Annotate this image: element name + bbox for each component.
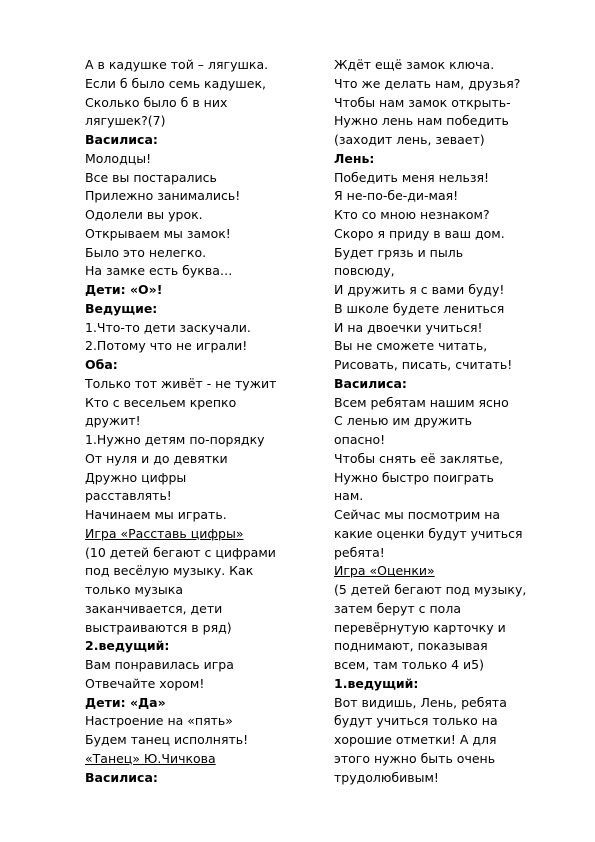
speaker-label: 1.ведущий: [334,675,419,691]
speaker-label: Оба: [85,357,118,372]
text-line: хорошие отметки! А для [334,732,497,747]
text-line: Чтобы нам замок открыть- [334,94,511,110]
text-line: перевёрнутую карточку и [334,619,506,635]
speaker-label: Василиса: [85,769,158,785]
text-line: 1.Что-то дети заскучали. [85,319,251,335]
speaker-label: Дети: «О»! [85,282,163,297]
text-line: опасно! [334,432,386,447]
text-line: Всем ребятам нашим ясно [334,394,509,410]
text-line: под весёлую музыку. Как [85,563,254,579]
text-line: Нужно лень нам победить [334,113,509,129]
left-text-column [85,56,317,787]
text-line: нам. [334,488,364,504]
text-line: И дружить я с вами буду! [334,282,505,297]
text-line: Рисовать, писать, считать! [334,357,513,372]
text-line: повсюду, [334,263,395,279]
text-line: И на двоечки учиться! [334,319,483,335]
speaker-label: Дети: «Да» [85,694,166,710]
speaker-label: Василиса: [334,375,407,391]
speaker-label: Ведущие: [85,300,158,316]
text-line: Молодцы! [85,150,152,166]
text-line: выстраиваются в ряд) [85,619,232,635]
text-line: Вот видишь, Лень, ребята [334,694,507,710]
text-line: Сейчас мы посмотрим на [334,507,501,522]
text-line: 2.Потому что не играли! [85,338,248,354]
text-line: Отвечайте хором! [85,675,205,691]
text-line: Все вы постарались [85,169,217,185]
stage-heading: «Танец» Ю.Чичкова [85,750,216,766]
text-line: Кто с весельем крепко [85,394,237,410]
text-line: Открываем мы замок! [85,225,231,241]
text-line: 1.Нужно детям по-порядку [85,432,265,447]
text-line: будут учиться только на [334,713,498,729]
text-line: Одолели вы урок. [85,207,203,222]
text-line: От нуля и до девятки [85,450,228,466]
text-line: (10 детей бегают с цифрами [85,544,276,560]
text-line: Вам понравилась игра [85,657,234,672]
stage-heading: Игра «Оценки» [334,563,435,579]
right-text-column [334,56,562,787]
text-line: Только тот живёт - не тужит [85,375,277,391]
text-line: Будет грязь и пыль [334,244,464,260]
text-line: Будем танец исполнять! [85,732,249,747]
text-line: Дружно цифры [85,469,187,485]
text-line: Настроение на «пять» [85,713,233,729]
text-line: Ждёт ещё замок ключа. [334,57,495,72]
text-line: Что же делать нам, друзья? [334,75,521,91]
text-line: заканчивается, дети [85,600,223,616]
text-line: Победить меня нельзя! [334,169,490,185]
text-line: Вы не сможете читать, [334,338,488,354]
text-line: Я не-по-бе-ди-мая! [334,188,459,204]
text-line: лягушек?(7) [85,113,166,129]
speaker-label: Василиса: [85,132,158,147]
text-line: На замке есть буква… [85,263,233,279]
text-line: только музыка [85,582,184,597]
text-line: дружит! [85,413,141,429]
text-line: Было это нелегко. [85,244,207,260]
text-line: какие оценки будут учиться [334,525,523,541]
text-line: (заходит лень, зевает) [334,132,485,147]
text-line: Чтобы снять её заклятье, [334,450,504,466]
text-line: трудолюбивым! [334,769,439,785]
text-line: поднимают, показывая [334,638,488,654]
text-line: В школе будете лениться [334,300,505,316]
text-line: Скоро я приду в ваш дом. [334,225,505,241]
text-line: расставлять! [85,488,172,504]
speaker-label: 2.ведущий: [85,638,170,654]
text-line: Если б было семь кадушек, [85,75,266,91]
speaker-label: Лень: [334,150,375,166]
text-line: С ленью им дружить [334,413,472,429]
text-line: А в кадушке той – лягушка. [85,57,269,72]
text-line: затем берут с пола [334,600,461,616]
text-line: Прилежно занимались! [85,188,241,204]
text-line: Начинаем мы играть. [85,507,227,522]
text-line: Нужно быстро поиграть [334,469,494,485]
text-line: ребята! [334,544,385,560]
text-line: Сколько было б в них [85,94,228,110]
text-line: всем, там только 4 и5) [334,657,484,672]
stage-heading: Игра «Расставь цифры» [85,525,244,541]
text-line: этого нужно быть очень [334,750,496,766]
text-line: (5 детей бегают под музыку, [334,582,527,597]
text-line: Кто со мною незнаком? [334,207,490,222]
